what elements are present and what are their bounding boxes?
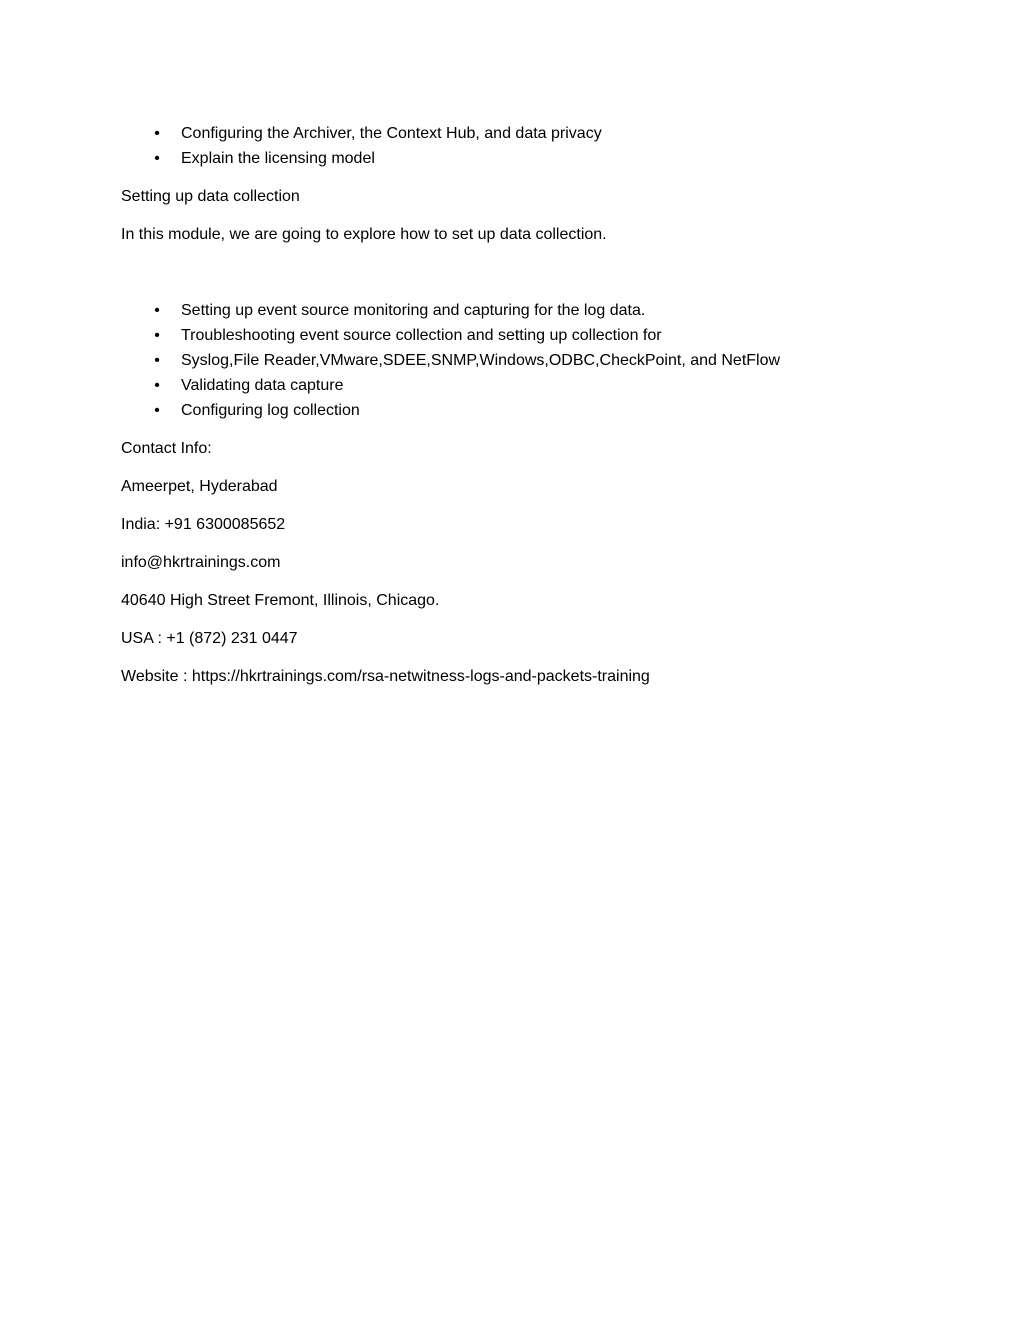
section-heading: Setting up data collection — [121, 188, 300, 205]
list-item — [121, 323, 921, 348]
bullet-icon: • — [154, 125, 160, 142]
list-item — [121, 348, 921, 373]
topic-list-1 — [121, 121, 921, 171]
list-item — [121, 121, 921, 146]
contact-location: Ameerpet, Hyderabad — [121, 478, 278, 495]
list-item — [121, 398, 921, 423]
bullet-icon: • — [154, 377, 160, 394]
bullet-icon: • — [154, 150, 160, 167]
list-item — [121, 146, 921, 171]
contact-website: Website : https://hkrtrainings.com/rsa-netwitness-logs-and-packets-training — [121, 668, 650, 685]
list-item-text: Explain the licensing model — [181, 150, 375, 167]
list-item-text: Setting up event source monitoring and capturing for the log data. — [181, 302, 646, 319]
bullet-icon: • — [154, 352, 160, 369]
bullet-icon: • — [154, 302, 160, 319]
contact-us-address: 40640 High Street Fremont, Illinois, Chicago. — [121, 592, 440, 609]
section-intro: In this module, we are going to explore how to set up data collection. — [121, 226, 607, 243]
list-item — [121, 298, 921, 323]
list-item-text: Configuring the Archiver, the Context Hub, and data privacy — [181, 125, 602, 142]
contact-heading: Contact Info: — [121, 440, 212, 457]
contact-india-phone: India: +91 6300085652 — [121, 516, 286, 533]
document-body — [121, 121, 921, 689]
list-item-text: Troubleshooting event source collection and setting up collection for — [181, 327, 662, 344]
topic-list-2 — [121, 298, 921, 423]
list-item — [121, 373, 921, 398]
bullet-icon: • — [154, 402, 160, 419]
list-item-text: Configuring log collection — [181, 402, 360, 419]
contact-email: info@hkrtrainings.com — [121, 554, 281, 571]
bullet-icon: • — [154, 327, 160, 344]
contact-usa-phone: USA : +1 (872) 231 0447 — [121, 630, 298, 647]
list-item-text: Syslog,File Reader,VMware,SDEE,SNMP,Windows,ODBC,CheckPoint, and NetFlow — [181, 352, 781, 369]
list-item-text: Validating data capture — [181, 377, 344, 394]
